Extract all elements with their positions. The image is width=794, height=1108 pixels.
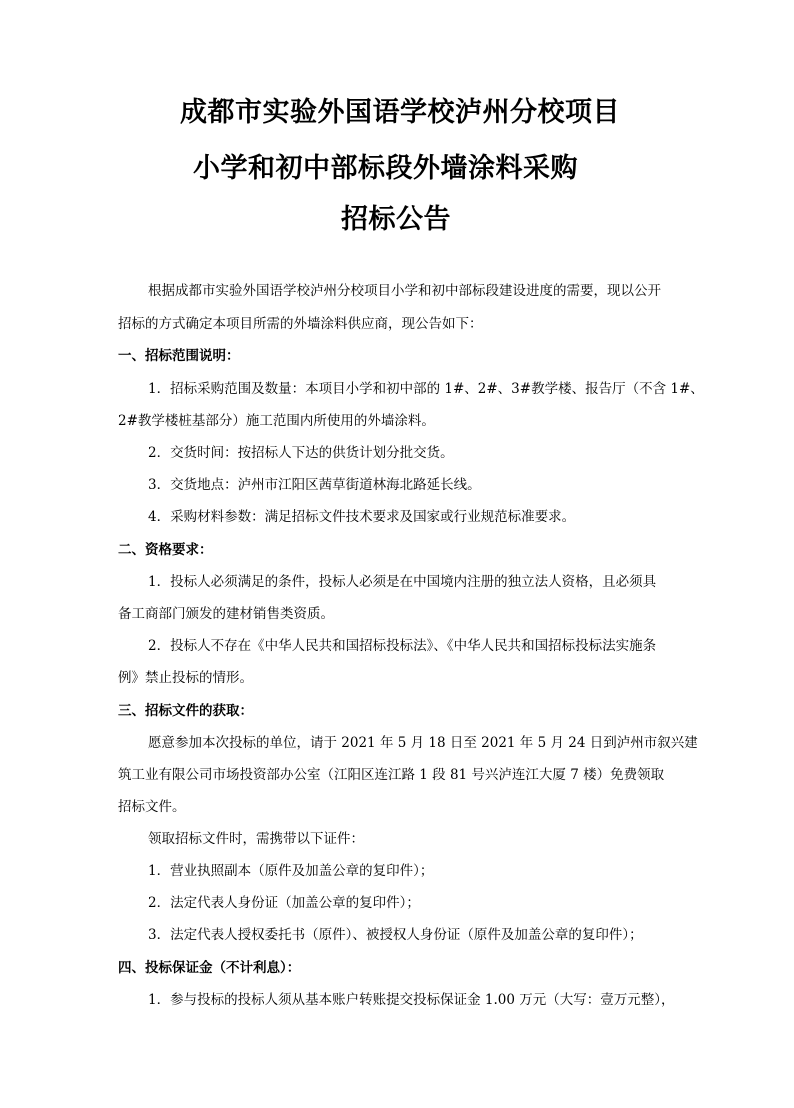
section-3-document-2: 2．法定代表人身份证（加盖公章的复印件）； [148,895,420,911]
section-3-paragraph-line-3: 招标文件。 [118,799,186,815]
section-2-item-2-line-2: 例》禁止投标的情形。 [118,670,253,686]
intro-paragraph-line-2: 招标的方式确定本项目所需的外墙涂料供应商，现公告如下： [118,316,483,332]
section-4-item-1-line-1: 1．参与投标的投标人须从基本账户转账提交投标保证金 1.00 万元（大写：壹万元整）， [148,992,675,1008]
section-2-item-1-line-2: 备工商部门颁发的建材销售类资质。 [118,606,334,622]
section-1-item-2: 2．交货时间：按招标人下达的供货计划分批交货。 [148,445,454,461]
section-4-heading: 四、投标保证金（不计利息）： [118,960,301,976]
section-2-item-2-line-1: 2．投标人不存在《中华人民共和国招标投标法》、《中华人民共和国招标投标法实施条 [148,638,657,654]
section-3-documents-intro: 领取招标文件时，需携带以下证件： [148,831,364,847]
section-1-item-1-line-1: 1．招标采购范围及数量：本项目小学和初中部的 1#、2#、3#教学楼、报告厅（不含 1#、 [148,381,704,397]
section-1-item-4: 4．采购材料参数：满足招标文件技术要求及国家或行业规范标准要求。 [148,509,576,525]
section-3-document-3: 3．法定代表人授权委托书（原件）、被授权人身份证（原件及加盖公章的复印件）； [148,927,643,943]
section-2-item-1-line-1: 1．投标人必须满足的条件，投标人必须是在中国境内注册的独立法人资格，且必须具 [148,574,657,590]
document-title-line-1: 成都市实验外国语学校泸州分校项目 [180,97,620,128]
section-3-heading: 三、招标文件的获取： [118,703,253,719]
section-1-heading: 一、招标范围说明： [118,348,240,364]
section-1-item-1-line-2: 2#教学楼桩基部分）施工范围内所使用的外墙涂料。 [118,413,435,429]
intro-paragraph-line-1: 根据成都市实验外国语学校泸州分校项目小学和初中部标段建设进度的需要，现以公开 [148,283,661,299]
section-3-document-1: 1．营业执照副本（原件及加盖公章的复印件）； [148,863,434,879]
document-title-line-2: 小学和初中部标段外墙涂料采购 [193,153,578,184]
section-3-paragraph-line-1: 愿意参加本次投标的单位，请于 2021 年 5 月 18 日至 2021 年 5 月 24 日到泸州市叙兴建 [148,735,698,751]
section-3-paragraph-line-2: 筑工业有限公司市场投资部办公室（江阳区连江路 1 段 81 号兴泸连江大厦 7 楼）免费领取 [118,767,665,783]
document-title-line-3: 招标公告 [341,204,451,235]
section-1-item-3: 3．交货地点：泸州市江阳区茜草街道林海北路延长线。 [148,477,481,493]
section-2-heading: 二、资格要求： [118,542,213,558]
